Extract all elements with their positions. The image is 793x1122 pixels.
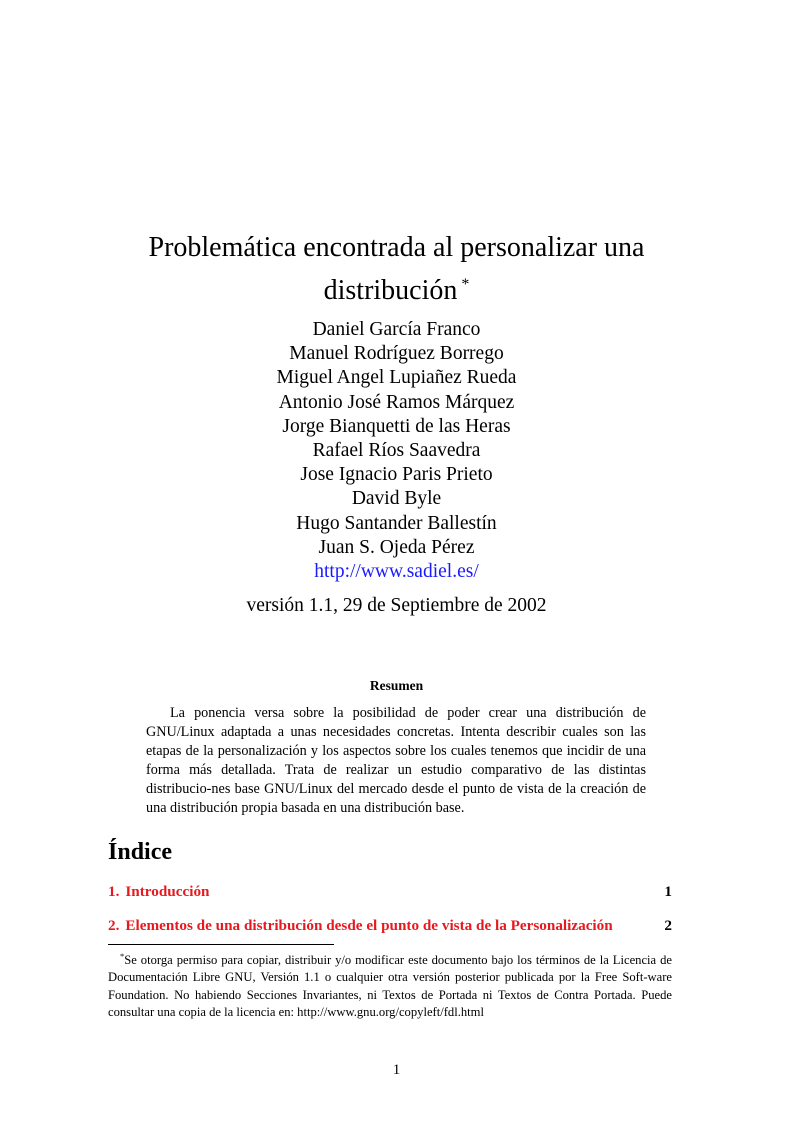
- toc-entry-title: Elementos de una distribución desde el punto de vista de la Personalización: [125, 917, 613, 934]
- footnote-line: Se otorga permiso para copiar, distribuir y/o modificar este documento bajo los términos de la Licencia: [124, 953, 657, 967]
- title-line-2: [0, 266, 793, 309]
- author-list: [0, 318, 793, 584]
- toc-entry-title: Introducción: [125, 883, 210, 900]
- toc-entry-page: 1: [664, 883, 672, 900]
- footnote-line: de Documentación Libre GNU, Versión 1.1 o cualquier otra versión posterior publicada por la Free Soft-: [108, 953, 672, 985]
- abstract-body: [146, 704, 646, 818]
- abstract-text: [146, 704, 646, 818]
- footnote-divider: [108, 944, 334, 945]
- toc-entry-page: 2: [664, 917, 672, 934]
- title-line-1: Problemática encontrada al personalizar una: [148, 232, 645, 263]
- author-name: Antonio José Ramos Márquez: [278, 391, 515, 413]
- toc-entry-label[interactable]: [108, 917, 613, 935]
- title-footnote-mark[interactable]: *: [461, 276, 470, 293]
- author-name: Juan S. Ojeda Pérez: [318, 536, 475, 558]
- page-number: 1: [392, 1062, 401, 1078]
- toc-entry-introduccion[interactable]: [108, 883, 672, 901]
- author-name: Miguel Angel Lupiañez Rueda: [276, 367, 517, 389]
- abstract-line: distribución propia basada en una distribución base.: [170, 800, 465, 816]
- footnote-text: [108, 948, 672, 1021]
- author-name: Jorge Bianquetti de las Heras: [282, 415, 511, 437]
- toc-heading: Índice: [108, 839, 173, 865]
- paper-title: [0, 229, 793, 309]
- author-name: Rafael Ríos Saavedra: [312, 440, 481, 462]
- author-name: Hugo Santander Ballestín: [296, 512, 497, 534]
- author-name: Manuel Rodríguez Borrego: [289, 343, 504, 365]
- abstract-line: personalización y los aspectos sobre los cuales tenemos que incidir de una forma: [146, 743, 647, 778]
- abstract-line: La ponencia versa sobre la posibilidad de poder crear una distribución de GNU/Linux: [146, 705, 646, 740]
- footnote-line: ware Foundation. No habiendo Secciones Invariantes, ni Textos de Portada ni Textos de Contra Portada.: [108, 970, 672, 1002]
- abstract-line: más detallada. Trata de realizar un estudio comparativo de las distintas distribucio-: [146, 762, 646, 797]
- toc-entry-label[interactable]: [108, 883, 210, 901]
- abstract-line: nes base GNU/Linux del mercado desde el punto de vista de la creación de una: [146, 781, 646, 816]
- toc-entry-number: 1.: [108, 883, 120, 900]
- footnote-line: Puede consultar una copia de la licencia en: http://www.gnu.org/copyleft/fdl.html: [108, 987, 672, 1019]
- author-name: Daniel García Franco: [312, 319, 481, 340]
- toc-entry-elementos[interactable]: [108, 917, 672, 935]
- footnote: [108, 948, 672, 1021]
- version-date: versión 1.1, 29 de Septiembre de 2002: [246, 595, 547, 616]
- toc-entry-number: 2.: [108, 917, 120, 934]
- abstract-line: adaptada a unas necesidades concretas. Intenta describir cuales son las etapas de la: [146, 724, 646, 759]
- abstract-heading: Resumen: [369, 678, 424, 693]
- author-name: David Byle: [351, 488, 442, 510]
- footnote-mark: *: [120, 951, 125, 961]
- author-name: Jose Ignacio Paris Prieto: [300, 464, 493, 486]
- title-line-2-text: distribución: [323, 275, 458, 306]
- website-link[interactable]: http://www.sadiel.es/: [314, 561, 479, 583]
